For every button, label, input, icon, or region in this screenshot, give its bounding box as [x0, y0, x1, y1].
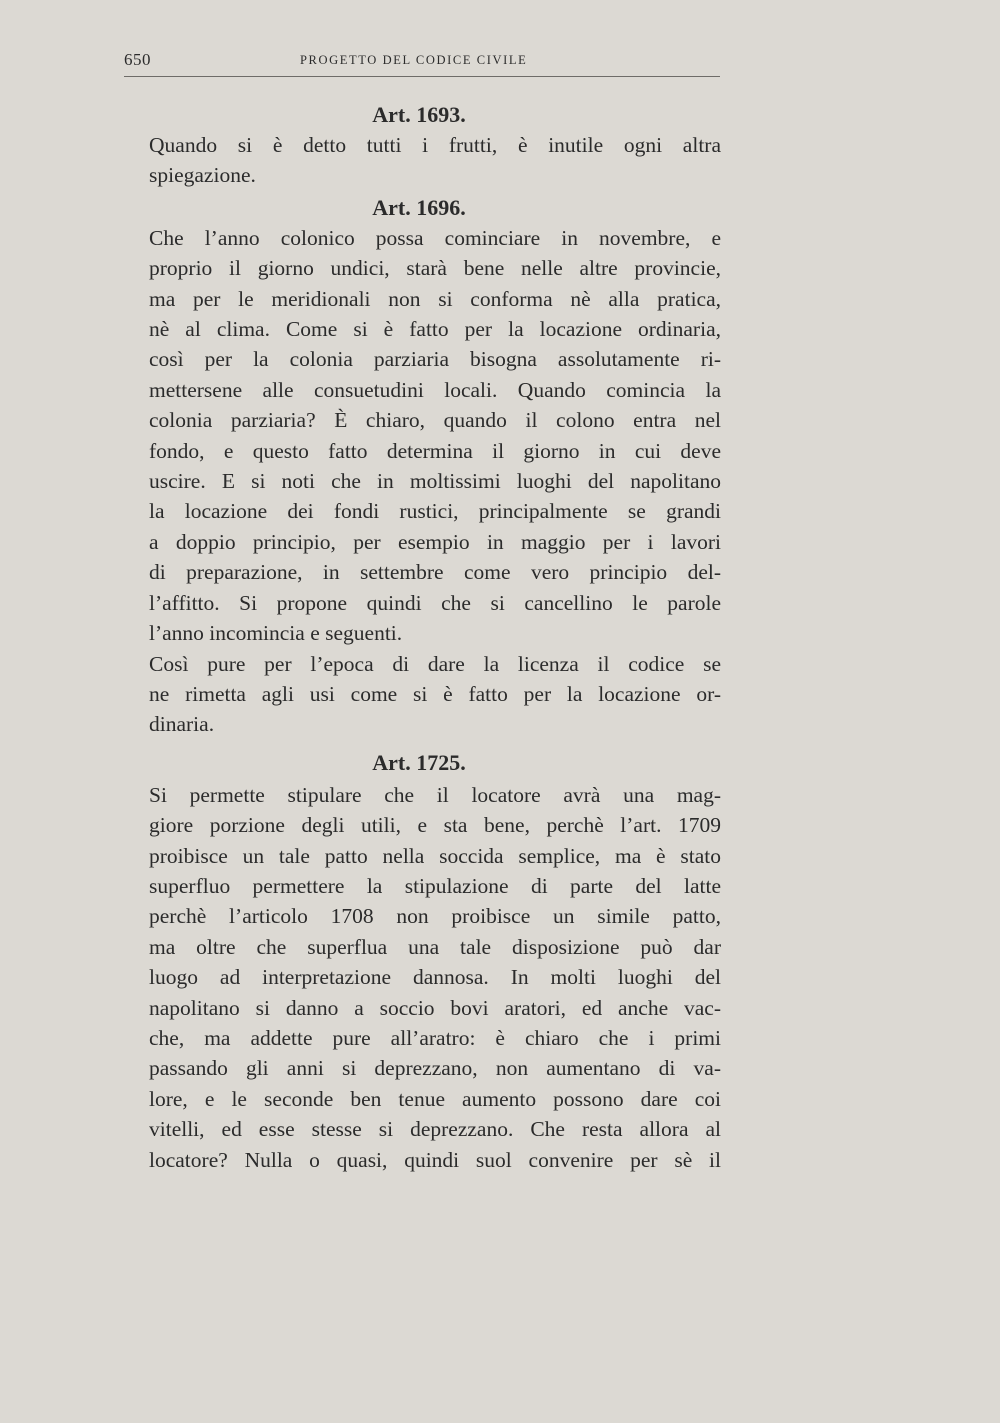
- text-line: lore, e le seconde ben tenue aumento possono dare coi: [149, 1086, 721, 1111]
- text-line: spiegazione.: [149, 163, 256, 188]
- text-line: uscire. E si noti che in moltissimi luoghi del napolitano: [149, 469, 721, 494]
- text-line: a doppio principio, per esempio in maggio per i lavori: [149, 529, 721, 554]
- text-line: Si permette stipulare che il locatore avrà una mag-: [149, 782, 721, 807]
- text-line: ma per le meridionali non si conforma nè alla pratica,: [149, 286, 721, 311]
- paragraph: [117, 780, 721, 1175]
- page-header: [124, 50, 720, 77]
- text-line: fondo, e questo fatto determina il giorno in cui deve: [149, 438, 721, 463]
- text-line: di preparazione, in settembre come vero principio del-: [149, 560, 721, 585]
- text-line: locatore? Nulla o quasi, quindi suol convenire per sè il: [149, 1147, 721, 1172]
- paragraph: [117, 223, 721, 649]
- text-line: che, ma addette pure all’aratro: è chiaro che i primi: [149, 1025, 721, 1050]
- text-line: Così pure per l’epoca di dare la licenza il codice se: [149, 651, 721, 676]
- page-number: 650: [124, 50, 151, 69]
- text-line: l’anno incomincia e seguenti.: [149, 621, 403, 646]
- text-line: nè al clima. Come si è fatto per la locazione ordinaria,: [149, 317, 721, 342]
- text-line: proprio il giorno undici, starà bene nelle altre provincie,: [149, 256, 721, 281]
- text-line: mettersene alle consuetudini locali. Quando comincia la: [149, 377, 721, 402]
- article-1725: [117, 748, 721, 1175]
- article-heading: Art. 1725.: [372, 749, 466, 775]
- article-1693: [117, 100, 721, 191]
- text-line: ne rimetta agli usi come si è fatto per la locazione or-: [149, 681, 721, 706]
- text-line: giore porzione degli utili, e sta bene, perchè l’art. 1709: [149, 813, 721, 838]
- text-line: colonia parziaria? È chiaro, quando il colono entra nel: [149, 408, 721, 433]
- text-line: passando gli anni si deprezzano, non aumentano di va-: [149, 1056, 721, 1081]
- text-line: Quando si è detto tutti i frutti, è inutile ogni altra: [149, 133, 721, 157]
- text-line: vitelli, ed esse stesse si deprezzano. Che resta allora al: [149, 1117, 721, 1142]
- text-line: ma oltre che superflua una tale disposizione può dar: [149, 934, 721, 959]
- paragraph: [117, 130, 721, 191]
- running-title: PROGETTO DEL CODICE CIVILE: [300, 53, 528, 67]
- article-heading: Art. 1693.: [372, 102, 466, 127]
- text-line: luogo ad interpretazione dannosa. In molti luoghi del: [149, 965, 721, 990]
- text-line: la locazione dei fondi rustici, principalmente se grandi: [149, 499, 721, 524]
- text-line: l’affitto. Si propone quindi che si cancellino le parole: [149, 590, 721, 615]
- text-line: dinaria.: [149, 712, 215, 737]
- text-line: napolitano si danno a soccio bovi aratori, ed anche vac-: [149, 995, 721, 1020]
- text-line: perchè l’articolo 1708 non proibisce un simile patto,: [149, 904, 721, 929]
- text-line: così per la colonia parziaria bisogna assolutamente ri-: [149, 347, 721, 372]
- body-text: [117, 100, 721, 1175]
- paragraph: [117, 649, 721, 740]
- article-heading: Art. 1696.: [372, 194, 466, 220]
- text-line: proibisce un tale patto nella soccida semplice, ma è stato: [149, 843, 721, 868]
- article-1696: [117, 193, 721, 740]
- text-line: superfluo permettere la stipulazione di parte del latte: [149, 873, 721, 898]
- text-line: Che l’anno colonico possa cominciare in novembre, e: [149, 225, 721, 250]
